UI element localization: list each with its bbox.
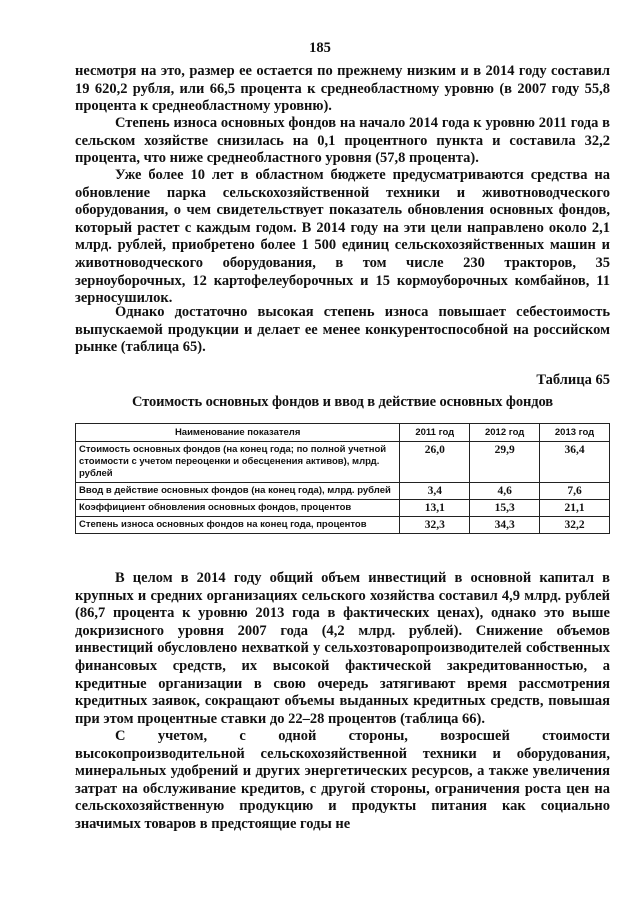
cell-2012: 15,3 bbox=[470, 500, 540, 517]
table-row bbox=[76, 500, 610, 517]
table-header-row bbox=[76, 424, 610, 442]
header-2012: 2012 год bbox=[470, 424, 540, 442]
cell-2012: 29,9 bbox=[470, 442, 540, 483]
cell-2012: 34,3 bbox=[470, 517, 540, 534]
cell-2011: 32,3 bbox=[400, 517, 470, 534]
paragraph-depreciation: Степень износа основных фондов на начало 2014 года к уровню 2011 года в сельском хозяйстве снизилась на 0,1 процентного пункта и составила 32,2 процента, что ниже среднеобластного уровня (57,8 процента). bbox=[75, 115, 610, 167]
fixed-assets-table bbox=[75, 423, 610, 534]
table-row bbox=[76, 442, 610, 483]
row-label: Стоимость основных фондов (на конец года; по полной учетной стоимости с учетом переоценки и обесценения активов), млрд. рублей bbox=[76, 442, 400, 483]
row-label: Коэффициент обновления основных фондов, процентов bbox=[76, 500, 400, 517]
paragraph-equipment-renewal: Уже более 10 лет в областном бюджете предусматриваются средства на обновление парка сельскохозяйственной техники и животноводческого оборудования, о чем свидетельствует показатель обновления основных фондов, который растет с каждым годом. В 2014 году на эти цели направлено около 2,1 млрд. рублей, приобретено более 1 500 единиц сельскохозяйственных машин и животноводческого оборудования, в том числе 230 тракторов, 35 зерноуборочных, 12 картофелеуборочных и 15 кормоуборочных комбайнов, 11 зерносушилок. bbox=[75, 167, 610, 307]
paragraph-income-level: несмотря на это, размер ее остается по прежнему низким и в 2014 году составил 19 620,2 рубля, или 66,5 процента к среднеобластному уровню (в 2007 году 55,8 процента к среднеобластному уровню). bbox=[75, 63, 610, 115]
table-row bbox=[76, 517, 610, 534]
table-row bbox=[76, 483, 610, 500]
row-label: Степень износа основных фондов на конец года, процентов bbox=[76, 517, 400, 534]
cell-2013: 21,1 bbox=[540, 500, 610, 517]
cell-2013: 32,2 bbox=[540, 517, 610, 534]
row-label: Ввод в действие основных фондов (на конец года), млрд. рублей bbox=[76, 483, 400, 500]
cell-2013: 36,4 bbox=[540, 442, 610, 483]
paragraph-competitiveness: Однако достаточно высокая степень износа повышает себестоимость выпускаемой продукции и делает ее менее конкурентоспособной на российском рынке (таблица 65). bbox=[75, 304, 610, 356]
table-caption: Таблица 65 bbox=[536, 372, 610, 388]
cell-2011: 3,4 bbox=[400, 483, 470, 500]
page-number: 185 bbox=[309, 40, 331, 56]
cell-2011: 26,0 bbox=[400, 442, 470, 483]
cell-2011: 13,1 bbox=[400, 500, 470, 517]
paragraph-investment: В целом в 2014 году общий объем инвестиций в основной капитал в крупных и средних организациях сельского хозяйства составил 4,9 млрд. рублей (86,7 процента к уровню 2013 года в фактических ценах), однако это выше докризисного уровня 2007 года (4,2 млрд. рублей). Снижение объемов инвестиций обусловлено нехваткой у сельхозтоваропроизводителей собственных финансовых средств, их высокой фактической закредитованностью, а кредитные организации в свою очередь затягивают время рассмотрения кредитных заявок, сокращают объемы выданных кредитных средств, повышая при этом процентные ставки до 22–28 процентов (таблица 66). bbox=[75, 570, 610, 727]
cell-2013: 7,6 bbox=[540, 483, 610, 500]
header-2011: 2011 год bbox=[400, 424, 470, 442]
cell-2012: 4,6 bbox=[470, 483, 540, 500]
paragraph-cost-growth: С учетом, с одной стороны, возросшей стоимости высокопроизводительной сельскохозяйственной техники и оборудования, минеральных удобрений и других энергетических ресурсов, а также увеличения затрат на обслуживание кредитов, с другой стороны, ограничения роста цен на сельскохозяйственную продукцию и продукты питания как социально значимых товаров в предстоящие годы не bbox=[75, 728, 610, 832]
header-indicator-name: Наименование показателя bbox=[76, 424, 400, 442]
header-2013: 2013 год bbox=[540, 424, 610, 442]
table-title: Стоимость основных фондов и ввод в действие основных фондов bbox=[131, 394, 554, 410]
